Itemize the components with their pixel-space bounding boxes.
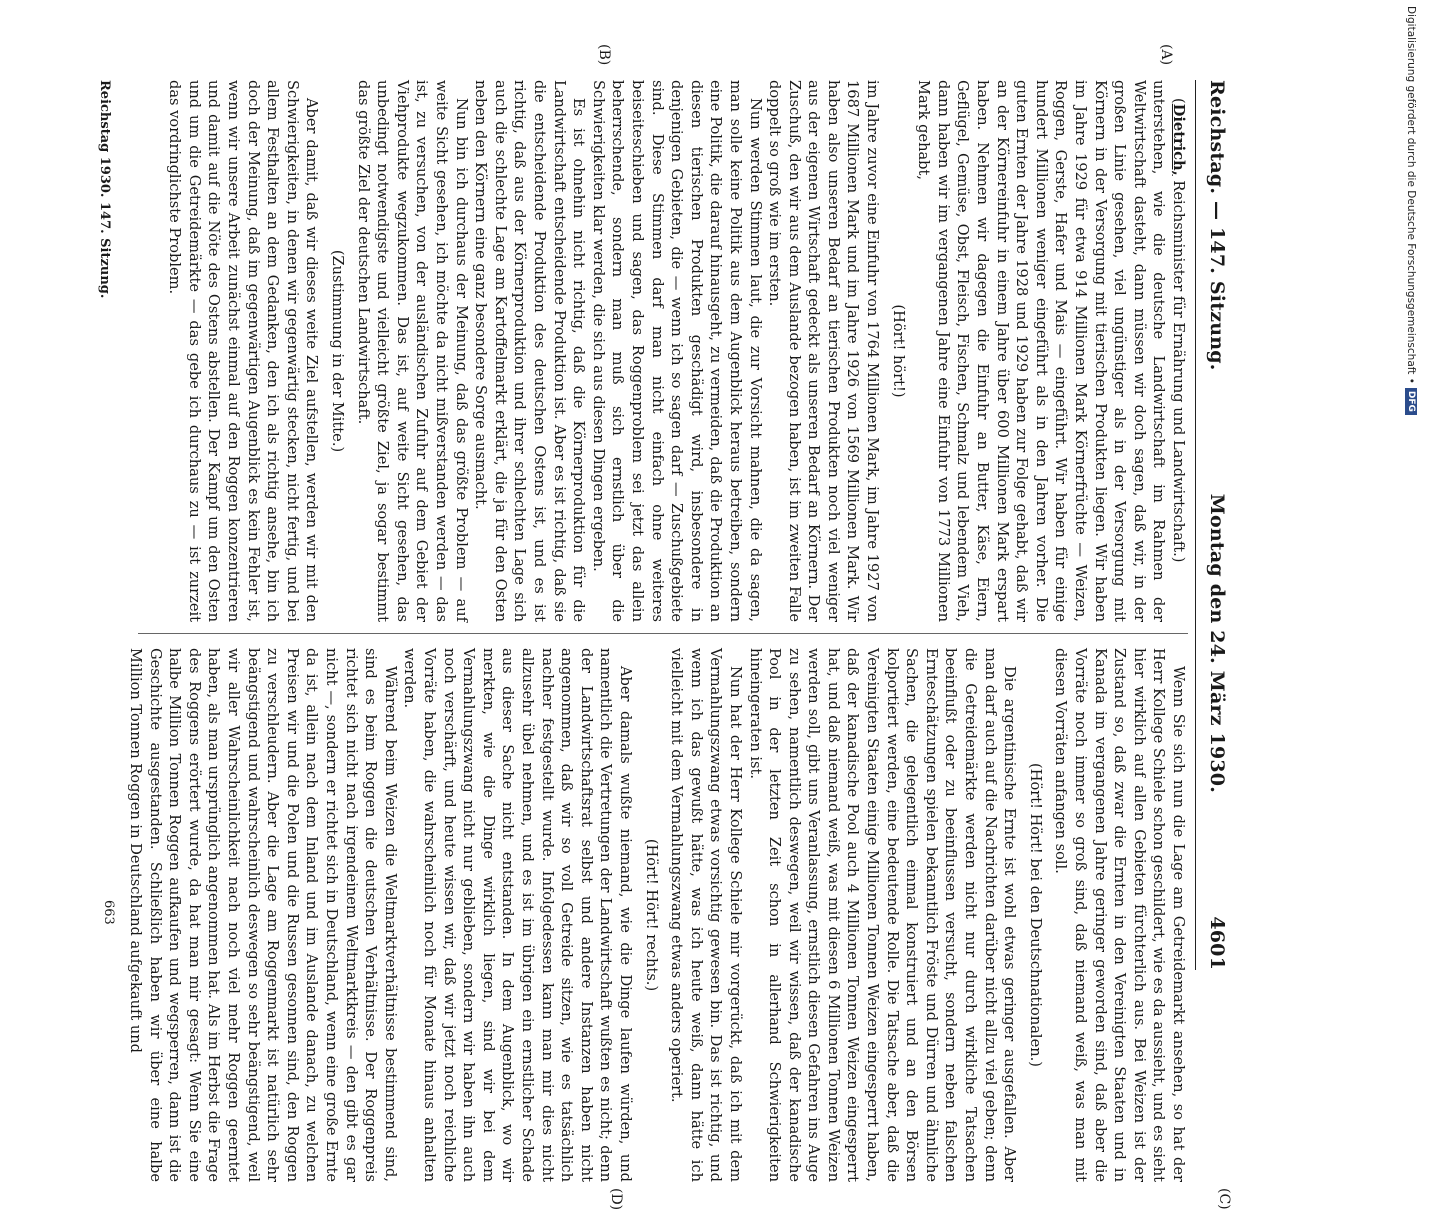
- paragraph: Nun bin ich durchaus der Meinung, daß das größte Problem — auf weite Sicht gesehen, ich möchte da nicht mißverstanden werden — das ist, zu versuchen, von der ausländischen Zufuhr auf dem Gebiet der Viehprodukte wegzukommen. Das ist, auf weite Sicht gesehen, das unbedingt notwendigste und vielleicht größte Ziel, ja sogar bestimmt das größte Ziel der deutschen Landwirtschaft.: [354, 80, 470, 622]
- paragraph: unterstehen, wie die deutsche Landwirtschaft im Rahmen der Weltwirtschaft dasteht, dann müssen wir doch sagen, daß wir, in der großen Linie gesehen, viel ungünstiger als in der Versorgung mit Körnern in der Versorgung mit tierischen Produkten liegen. Wir haben im Jahre 1929 für etwa 914 Millionen Mark Körnerfrüchte — Weizen, Roggen, Gerste, Hafer und Mais — eingeführt. Wir haben für einige hundert Millionen weniger eingeführt als in den Jahren vorher. Die guten Ernten der Jahre 1928 und 1929 haben zur Folge gehabt, daß wir an der Körnereinfuhr in einem Jahre über 600 Millionen Mark erspart haben. Nehmen wir dagegen die Einfuhr an Butter, Käse, Eiern, Geflügel, Gemüse, Obst, Fleisch, Fischen, Schmalz und lebendem Vieh, dann haben wir im vergangenen Jahre eine Einfuhr von 1773 Millionen Mark gehabt,: [915, 80, 1168, 622]
- paragraph: Aber damit, daß wir dieses weite Ziel aufstellen, werden wir mit den Schwierigkeiten, in denen wir gegenwärtig stecken, nicht fertig, und bei allem Festhalten an dem Gedanken, den ich als richtig ansehe, bin ich doch der Meinung, daß im gegenwärtigen Augenblick es kein Fehler ist, wenn wir unsere Arbeit zunächst einmal auf den Roggen konzentrieren und damit auf die Nöte des Ostens abstellen. Der Kampf um den Osten und um die Getreidemärkte — das gebe ich durchaus zu — ist zurzeit das vordringlichste Problem.: [166, 80, 321, 622]
- column-divider: [138, 633, 1188, 634]
- interjection: (Hört! Hört! bei den Deutschnationalen.): [1026, 763, 1044, 1067]
- paragraph: Es ist ohnehin nicht richtig, daß die Körnerproduktion für die Landwirtschaft entscheidende Produktion ist. Aber es ist richtig, daß sie die entscheidende Produktion des deutschen Ostens ist, und es ist richtig, daß aus der Körnerproduktion und ihrer schlechten Lage sich auch die schlechte Lage am Kartoffelmarkt erklärt, die ja für den Osten neben den Körnern eine ganz besondere Sorge ausmacht.: [472, 80, 588, 622]
- margin-marker-c: (C): [1216, 1188, 1232, 1210]
- paragraph: Nun werden Stimmen laut, die zur Vorsicht mahnen, die da sagen, man solle keine Politik aus dem Augenblick heraus betreiben, sondern eine Politik, die darauf hinausgeht, zu vermeiden, daß die Produktion an diesen tierischen Produkten geschädigt wird, insbesondere in denjenigen Gebieten, die — wenn ich so sagen darf — Zuschußgebiete sind. Diese Stimmen darf man nicht einfach ohne weiteres beiseiteschieben und sagen, das Roggenproblem sei jetzt das allein beherrschende, sondern man muß sich ernstlich über die Schwierigkeiten klar werden, die sich aus diesen Dingen ergeben.: [589, 80, 764, 622]
- digitization-credit: [1404, 6, 1418, 996]
- margin-marker-b: (B): [596, 44, 612, 66]
- speaker-role: Reichsminister für Ernährung und Landwirtschaft.): [1170, 180, 1187, 563]
- interjection: (Hört! hört!): [889, 304, 907, 398]
- speaker-line: (Dietrich, Reichsminister für Ernährung und Landwirtschaft.): [1170, 98, 1187, 563]
- footer-source: Reichstag 1930. 147. Sitzung.: [97, 80, 112, 299]
- right-column: [126, 648, 1188, 1182]
- left-column: [165, 80, 1188, 622]
- speaker-name: Dietrich,: [1170, 103, 1187, 176]
- interjection: (Hört! Hört! rechts.): [642, 838, 660, 992]
- header-rule: [1195, 80, 1196, 970]
- document-page: [92, 0, 1324, 1210]
- header-session: Reichstag. — 147. Sitzung.: [1206, 80, 1228, 371]
- paragraph: Wenn Sie sich nun die Lage am Getreidemarkt ansehen, so hat der Herr Kollege Schiele schon geschildert, wie es da aussieht, und es sieht hier wirklich auf allen Gebieten fürchterlich aus. Bei Weizen ist der Zustand so, daß zwar die Ernten in den Vereinigten Staaten und in Kanada im vergangenen Jahre geringer geworden sind, daß aber die Vorräte noch immer so groß sind, daß niemand weiß, was man mit diesen Vorräten anfangen soll.: [1052, 648, 1187, 1182]
- paragraph: Aber damals wußte niemand, wie die Dinge laufen würden, und namentlich die Vertretungen der Landwirtschaft wußten es nicht; denn der Landwirtschaftsrat selbst und andere Instanzen haben nicht angenommen, daß wir so voll Getreide sitzen, wie es tatsächlich nachher festgestellt wurde. Infolgedessen kann man mir dies nicht allzusehr übel nehmen, und es ist im übrigen ein ernstlicher Schade aus dieser Sache nicht entstanden. In dem Augenblick, wo wir merkten, wie die Dinge wirklich liegen, sind wir bei dem Vermahlungszwang nicht nur geblieben, sondern wir haben ihn auch noch verschärft, und heute wissen wir, daß wir jetzt noch reichliche Vorräte haben, die wahrscheinlich noch für Monate hinaus anhalten werden.: [401, 648, 634, 1182]
- header-page-number: 4601: [1206, 916, 1228, 970]
- running-head: [1198, 80, 1228, 970]
- footer-page-number: 663: [101, 900, 116, 925]
- header-date: Montag den 24. März 1930.: [1206, 493, 1228, 794]
- paragraph: Nun hat der Herr Kollege Schiele mir vorgerückt, daß ich mit dem Vermahlungszwang etwas vorsichtig gewesen bin. Das ist richtig, und wenn ich das gewußt hätte, was ich heute weiß, dann hätte ich vielleicht mit dem Vermahlungszwang etwas anders operiert.: [668, 648, 744, 1182]
- dfg-logo: DFG: [1405, 388, 1417, 415]
- paragraph: im Jahre zuvor eine Einfuhr von 1764 Millionen Mark, im Jahre 1927 von 1687 Millionen Mark und im Jahre 1926 von 1569 Millionen Mark. Wir haben also unseren Bedarf an tierischen Produkten noch viel weniger aus der eigenen Wirtschaft gedeckt als unseren Bedarf an Körnern. Der Zuschuß, den wir aus dem Auslande bezogen haben, ist im zweiten Falle doppelt so groß wie im ersten.: [766, 80, 882, 622]
- paragraph: Die argentinische Ernte ist wohl etwas geringer ausgefallen. Aber man darf auch auf die Nachrichten darüber nicht allzu viel geben; denn die Getreidemärkte werden nicht nur durch wirkliche Tatsachen beeinflußt oder zu beeinflussen versucht, sondern neben falschen Ernteschätzungen spielen bekanntlich Fröste und Dürren und ähnliche Sachen, die gelegentlich einmal konstruiert und an den Börsen kolportiert werden, eine bedeutende Rolle. Die Tatsache aber, daß die Vereinigten Staaten einige Millionen Tonnen Weizen eingesperrt haben, daß der kanadische Pool auch 4 Millionen Tonnen Weizen eingesperrt hat, und daß niemand weiß, was mit diesen 6 Millionen Tonnen Weizen werden soll, gibt uns Veranlassung, ernstlich diesen Gefahren ins Auge zu sehen, namentlich deswegen, weil wir wissen, daß der kanadische Pool in der letzten Zeit schon in allerhand Schwierigkeiten hineingeraten ist.: [746, 648, 1019, 1182]
- paragraph: Während beim Weizen die Weltmarktverhältnisse bestimmend sind, sind es beim Roggen die deutschen Verhältnisse. Der Roggenpreis richtet sich nicht nach irgendeinem Weltmarktkreis — den gibt es gar nicht —, sondern er richtet sich in Deutschland, wenn eine große Ernte da ist, allein nach dem Inland und im Auslande danach, zu welchen Preisen wir und die Polen und die Russen gesonnen sind, den Roggen zu verschleudern. Aber die Lage am Roggenmarkt ist natürlich sehr beängstigend und wahrscheinlich deswegen so sehr beängstigend, weil wir aller Wahrscheinlichkeit nach noch viel mehr Roggen geerntet haben, als man ursprünglich angenommen hat. Als im Herbst die Frage des Roggens erörtert wurde, da hat man mir gesagt: Wenn Sie eine halbe Million Tonnen Roggen aufkaufen und wegsperren, dann ist die Geschichte ausgestanden. Schließlich haben wir über eine halbe Million Tonnen Roggen in Deutschland aufgekauft und: [127, 648, 399, 1182]
- margin-marker-a: (A): [1158, 44, 1174, 66]
- credit-text: Digitalisierung gefördert durch die Deutsche Forschungsgemeinschaft •: [1405, 6, 1417, 384]
- interjection: (Zustimmung in der Mitte.): [329, 249, 347, 453]
- margin-marker-d: (D): [608, 1188, 624, 1210]
